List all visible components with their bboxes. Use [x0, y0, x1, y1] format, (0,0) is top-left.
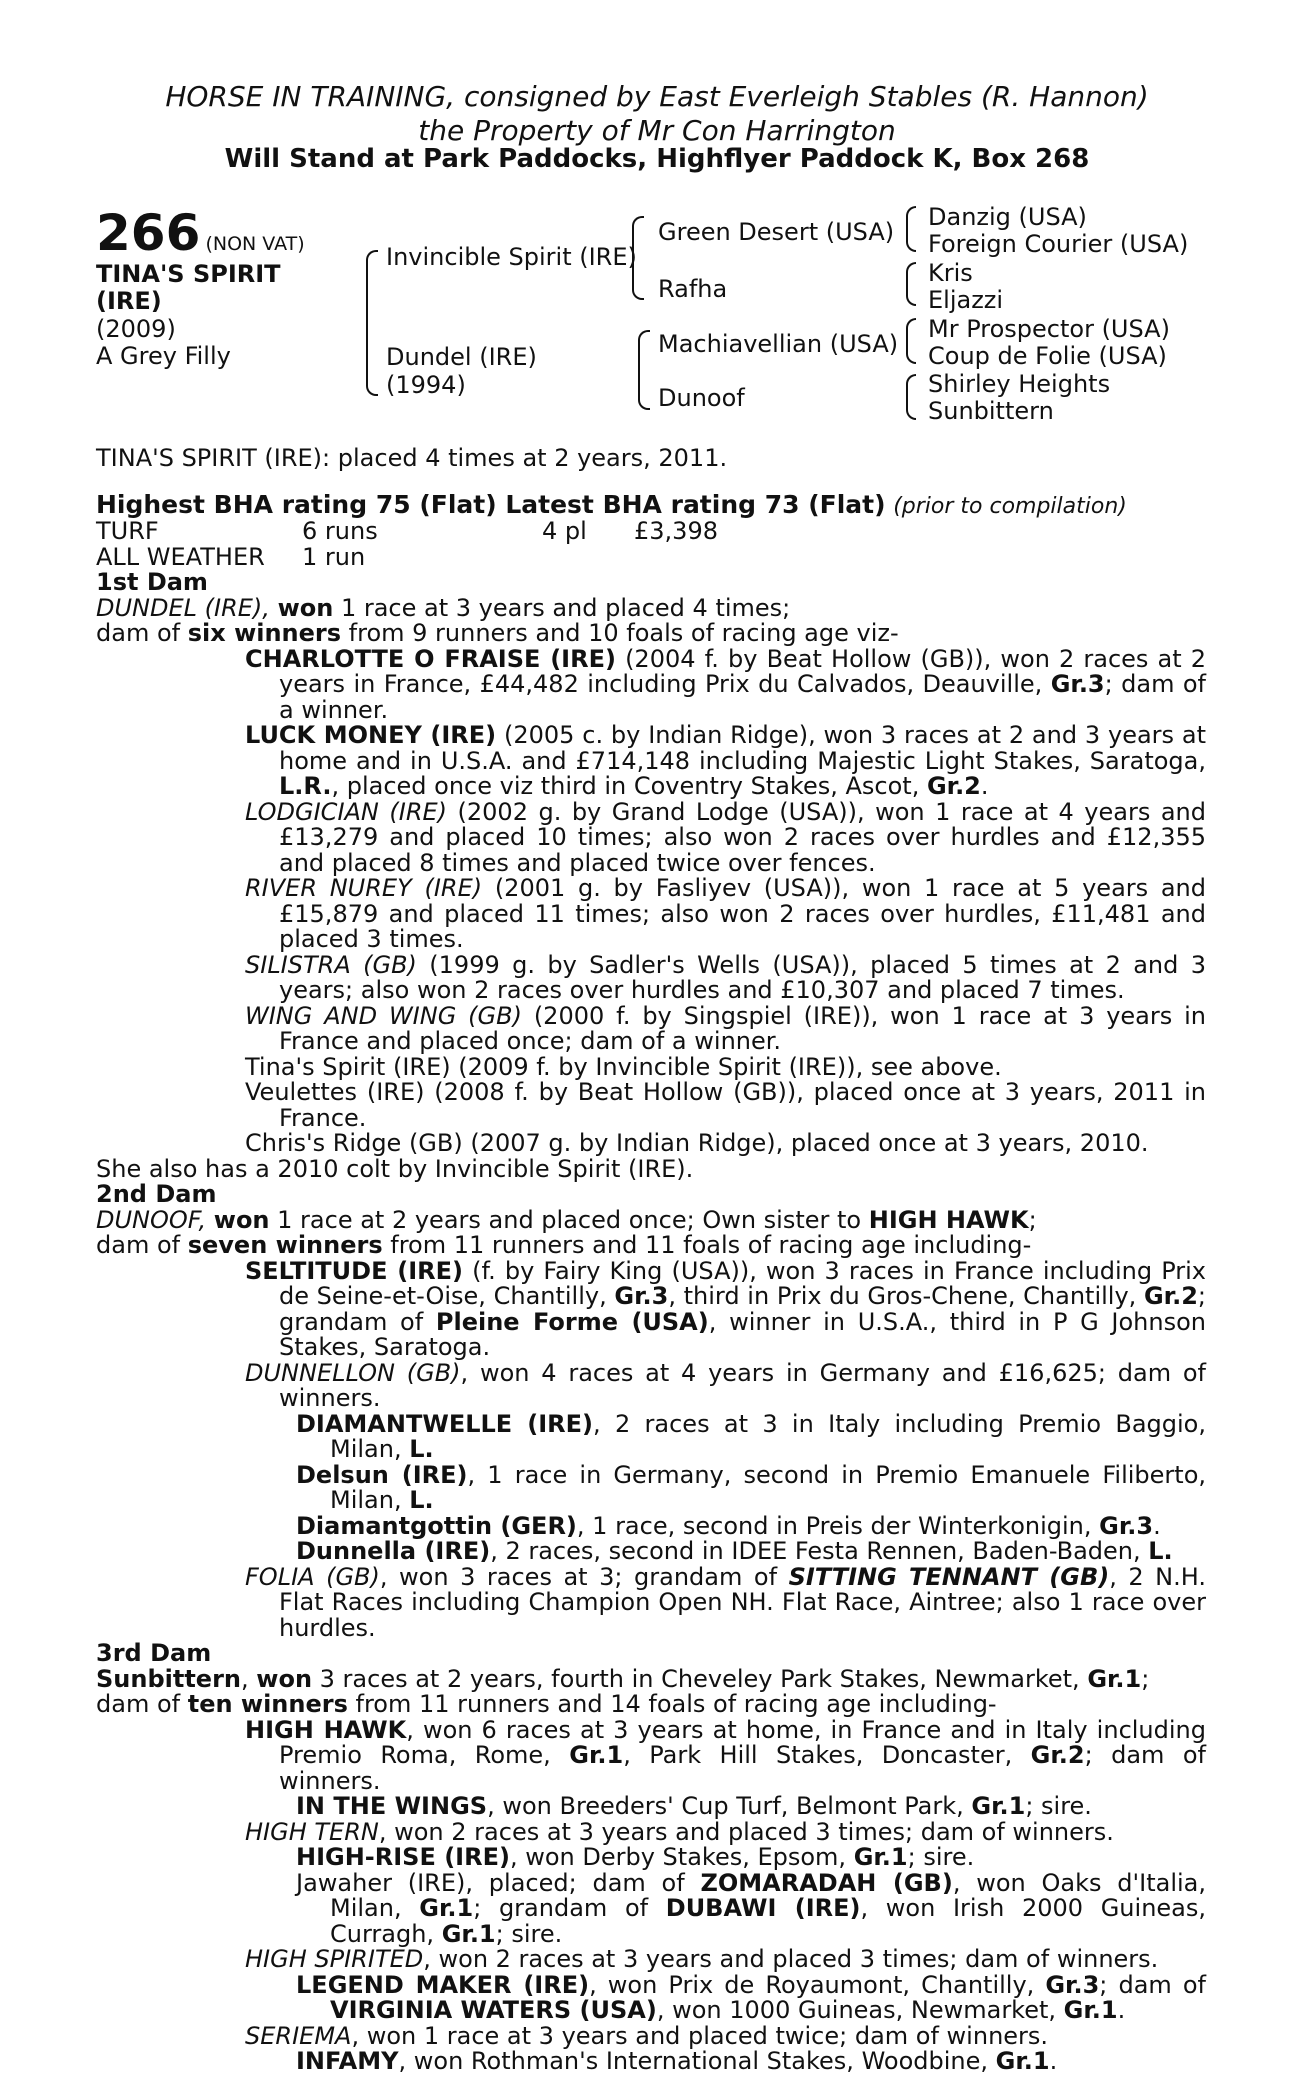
dam2-entry-7: FOLIA (GB), won 3 races at 3; grandam of SITTING TENNANT (GB), 2 N.H. Flat Races including Champion Open NH. Flat Race, Aintree; also 1 race over hurdles.: [245, 1562, 1207, 1642]
rating-line: [96, 489, 1206, 520]
horse-name-suffix: (IRE): [96, 287, 162, 315]
dam-year: (1994): [386, 371, 466, 399]
dam2-line1: DUNOOF, won 1 race at 2 years and placed once; Own sister to HIGH HAWK;: [96, 1205, 1037, 1234]
ancestor-8: Sunbittern: [928, 397, 1054, 425]
pedigree-brace-g2: [906, 262, 916, 306]
turf-record: [96, 519, 1206, 545]
dam1-entry-3: LODGICIAN (IRE) (2002 g. by Grand Lodge (USA)), won 1 race at 4 years and £13,279 and placed 10 times; also won 2 races over hurdles and £12,355 and placed 8 times and placed twice over fences.: [245, 797, 1206, 877]
dam2-entry-6: Dunnella (IRE), 2 races, second in IDEE Festa Rennen, Baden-Baden, L.: [296, 1537, 1173, 1565]
dam3-entry-6: HIGH SPIRITED, won 2 races at 3 years and placed 3 times; dam of winners.: [245, 1945, 1159, 1973]
dam2-entry-1: SELTITUDE (IRE) (f. by Fairy King (USA)), won 3 races in France including Prix de Seine-et-Oise, Chantilly, Gr.3, third in Prix du Gros-Chene, Chantilly, Gr.2; grandam of Pleine Forme (USA), winner in U.S.A., third in P G Johnson Stakes, Saratoga.: [245, 1256, 1206, 1361]
turf-runs: 6 runs: [302, 517, 378, 545]
dam3-entry-8: SERIEMA, won 1 race at 3 years and placed twice; dam of winners.: [245, 2021, 1049, 2050]
aw-runs: 1 run: [302, 542, 366, 571]
dam1-entry-9: Chris's Ridge (GB) (2007 g. by Indian Ridge), placed once at 3 years, 2010.: [245, 1129, 1149, 1157]
dam3-entry-9: INFAMY, won Rothman's International Stakes, Woodbine, Gr.1.: [296, 2047, 1058, 2075]
dam3-entry-1: HIGH HAWK, won 6 races at 3 years at home, in France and in Italy including Premio Roma, Rome, Gr.1, Park Hill Stakes, Doncaster, Gr.2; dam of winners.: [245, 1715, 1207, 1795]
dam3-entry-5: Jawaher (IRE), placed; dam of ZOMARADAH (GB), won Oaks d'Italia, Milan, Gr.1; grandam of DUBAWI (IRE), won Irish 2000 Guineas, Curragh, Gr.1; sire.: [296, 1868, 1207, 1948]
dam3-line1: Sunbittern, won 3 races at 2 years, fourth in Cheveley Park Stakes, Newmarket, Gr.1;: [96, 1664, 1150, 1693]
turf-label: TURF: [96, 517, 159, 545]
ancestor-5: Mr Prospector (USA): [928, 315, 1170, 343]
ancestor-6: Coup de Folie (USA): [928, 342, 1167, 370]
dam1-entry-4: RIVER NUREY (IRE) (2001 g. by Fasliyev (USA)), won 1 race at 5 years and £15,879 and placed 11 times; also won 2 races over hurdles, £11,481 and placed 3 times.: [245, 874, 1207, 953]
consignor-line: HORSE IN TRAINING, consigned by East Everleigh Stables (R. Hannon): [165, 80, 1149, 113]
dam2-entry-5: Diamantgottin (GER), 1 race, second in Preis der Winterkonigin, Gr.3.: [296, 1511, 1161, 1540]
dam1-heading: 1st Dam: [96, 568, 208, 596]
dam2-entry-4: Delsun (IRE), 1 race in Germany, second in Premio Emanuele Filiberto, Milan, L.: [296, 1460, 1207, 1514]
dam2-entry-2: DUNNELLON (GB), won 4 races at 4 years in Germany and £16,625; dam of winners.: [245, 1358, 1206, 1412]
catalogue-body: [96, 446, 1206, 2075]
vat-status: (NON VAT): [205, 233, 305, 255]
dam3-heading: 3rd Dam: [96, 1639, 212, 1667]
aw-record: [96, 542, 1206, 571]
race-summary: TINA'S SPIRIT (IRE): placed 4 times at 2 years, 2011.: [96, 444, 728, 472]
pedigree-brace-g4: [906, 374, 916, 420]
horse-name: TINA'S SPIRIT: [96, 260, 281, 288]
ancestor-1: Danzig (USA): [928, 203, 1087, 231]
aw-label: ALL WEATHER: [96, 542, 265, 571]
dam3-entry-7: LEGEND MAKER (IRE), won Prix de Royaumont, Chantilly, Gr.3; dam of VIRGINIA WATERS (USA), won 1000 Guineas, Newmarket, Gr.1.: [296, 1970, 1206, 2024]
lot-number: 266: [96, 204, 201, 262]
dam3-entry-2: IN THE WINGS, won Breeders' Cup Turf, Belmont Park, Gr.1; sire.: [296, 1792, 1092, 1820]
dam1-entry-5: SILISTRA (GB) (1999 g. by Sadler's Wells (USA)), placed 5 times at 2 and 3 years; also won 2 races over hurdles and £10,307 and placed 7 times.: [245, 950, 1207, 1004]
bha-rating: Highest BHA rating 75 (Flat) Latest BHA rating 73 (Flat): [96, 489, 886, 519]
dam1-entry-7: Tina's Spirit (IRE) (2009 f. by Invincible Spirit (IRE)), see above.: [245, 1052, 1002, 1081]
turf-earnings: £3,398: [634, 517, 718, 545]
grandsire-2: Machiavellian (USA): [658, 330, 899, 358]
horse-year: (2009): [96, 315, 176, 343]
pedigree-brace-g1: [906, 206, 916, 252]
sire-name: Invincible Spirit (IRE): [386, 243, 637, 271]
dam1-line1: DUNDEL (IRE), won 1 race at 3 years and placed 4 times;: [96, 593, 791, 622]
rating-note: (prior to compilation): [893, 493, 1127, 519]
ancestor-2: Foreign Courier (USA): [928, 230, 1189, 258]
dam3-entry-3: HIGH TERN, won 2 races at 3 years and placed 3 times; dam of winners.: [245, 1817, 1114, 1846]
ancestor-4: Eljazzi: [928, 286, 1004, 314]
dam1-note: She also has a 2010 colt by Invincible Spirit (IRE).: [96, 1154, 694, 1183]
dam1-entry-2: LUCK MONEY (IRE) (2005 c. by Indian Ridge), won 3 races at 2 and 3 years at home and in U.S.A. and £714,148 including Majestic Light Stakes, Saratoga, L.R., placed once viz third in Coventry Stakes, Ascot, Gr.2.: [245, 721, 1207, 800]
owner-line: the Property of Mr Con Harrington: [418, 114, 896, 147]
turf-placed: 4 pl: [542, 517, 587, 545]
dam1-entry-8: Veulettes (IRE) (2008 f. by Beat Hollow (GB)), placed once at 3 years, 2011 in France.: [245, 1078, 1206, 1132]
pedigree-brace-dam: [638, 330, 650, 410]
grandsire-1: Green Desert (USA): [658, 218, 895, 246]
pedigree-brace-g3: [906, 318, 916, 364]
dam1-line2: dam of six winners from 9 runners and 10 foals of racing age viz-: [96, 619, 899, 647]
pedigree-brace-main: [366, 250, 378, 396]
dam3-line2: dam of ten winners from 11 runners and 14 foals of racing age including-: [96, 1690, 997, 1718]
ancestor-7: Shirley Heights: [928, 370, 1111, 398]
ancestor-3: Kris: [928, 259, 973, 287]
dam2-entry-3: DIAMANTWELLE (IRE), 2 races at 3 in Italy including Premio Baggio, Milan, L.: [296, 1409, 1206, 1463]
dam2-line2: dam of seven winners from 11 runners and 11 foals of racing age including-: [96, 1231, 1032, 1259]
dam-name: Dundel (IRE): [386, 343, 537, 371]
granddam-1: Rafha: [658, 275, 728, 303]
lot-heading: [96, 204, 305, 262]
granddam-2: Dunoof: [658, 384, 745, 412]
dam1-entry-1: CHARLOTTE O FRAISE (IRE) (2004 f. by Beat Hollow (GB)), won 2 races at 2 years in France, £44,482 including Prix du Calvados, Deauville, Gr.3; dam of a winner.: [245, 644, 1206, 724]
horse-description: A Grey Filly: [96, 342, 231, 370]
dam3-entry-4: HIGH-RISE (IRE), won Derby Stakes, Epsom, Gr.1; sire.: [296, 1843, 975, 1871]
dam2-heading: 2nd Dam: [96, 1180, 217, 1208]
stand-line: Will Stand at Park Paddocks, Highflyer Paddock K, Box 268: [224, 144, 1090, 174]
dam1-entry-6: WING AND WING (GB) (2000 f. by Singspiel (IRE)), won 1 race at 3 years in France and placed once; dam of a winner.: [245, 1001, 1206, 1055]
